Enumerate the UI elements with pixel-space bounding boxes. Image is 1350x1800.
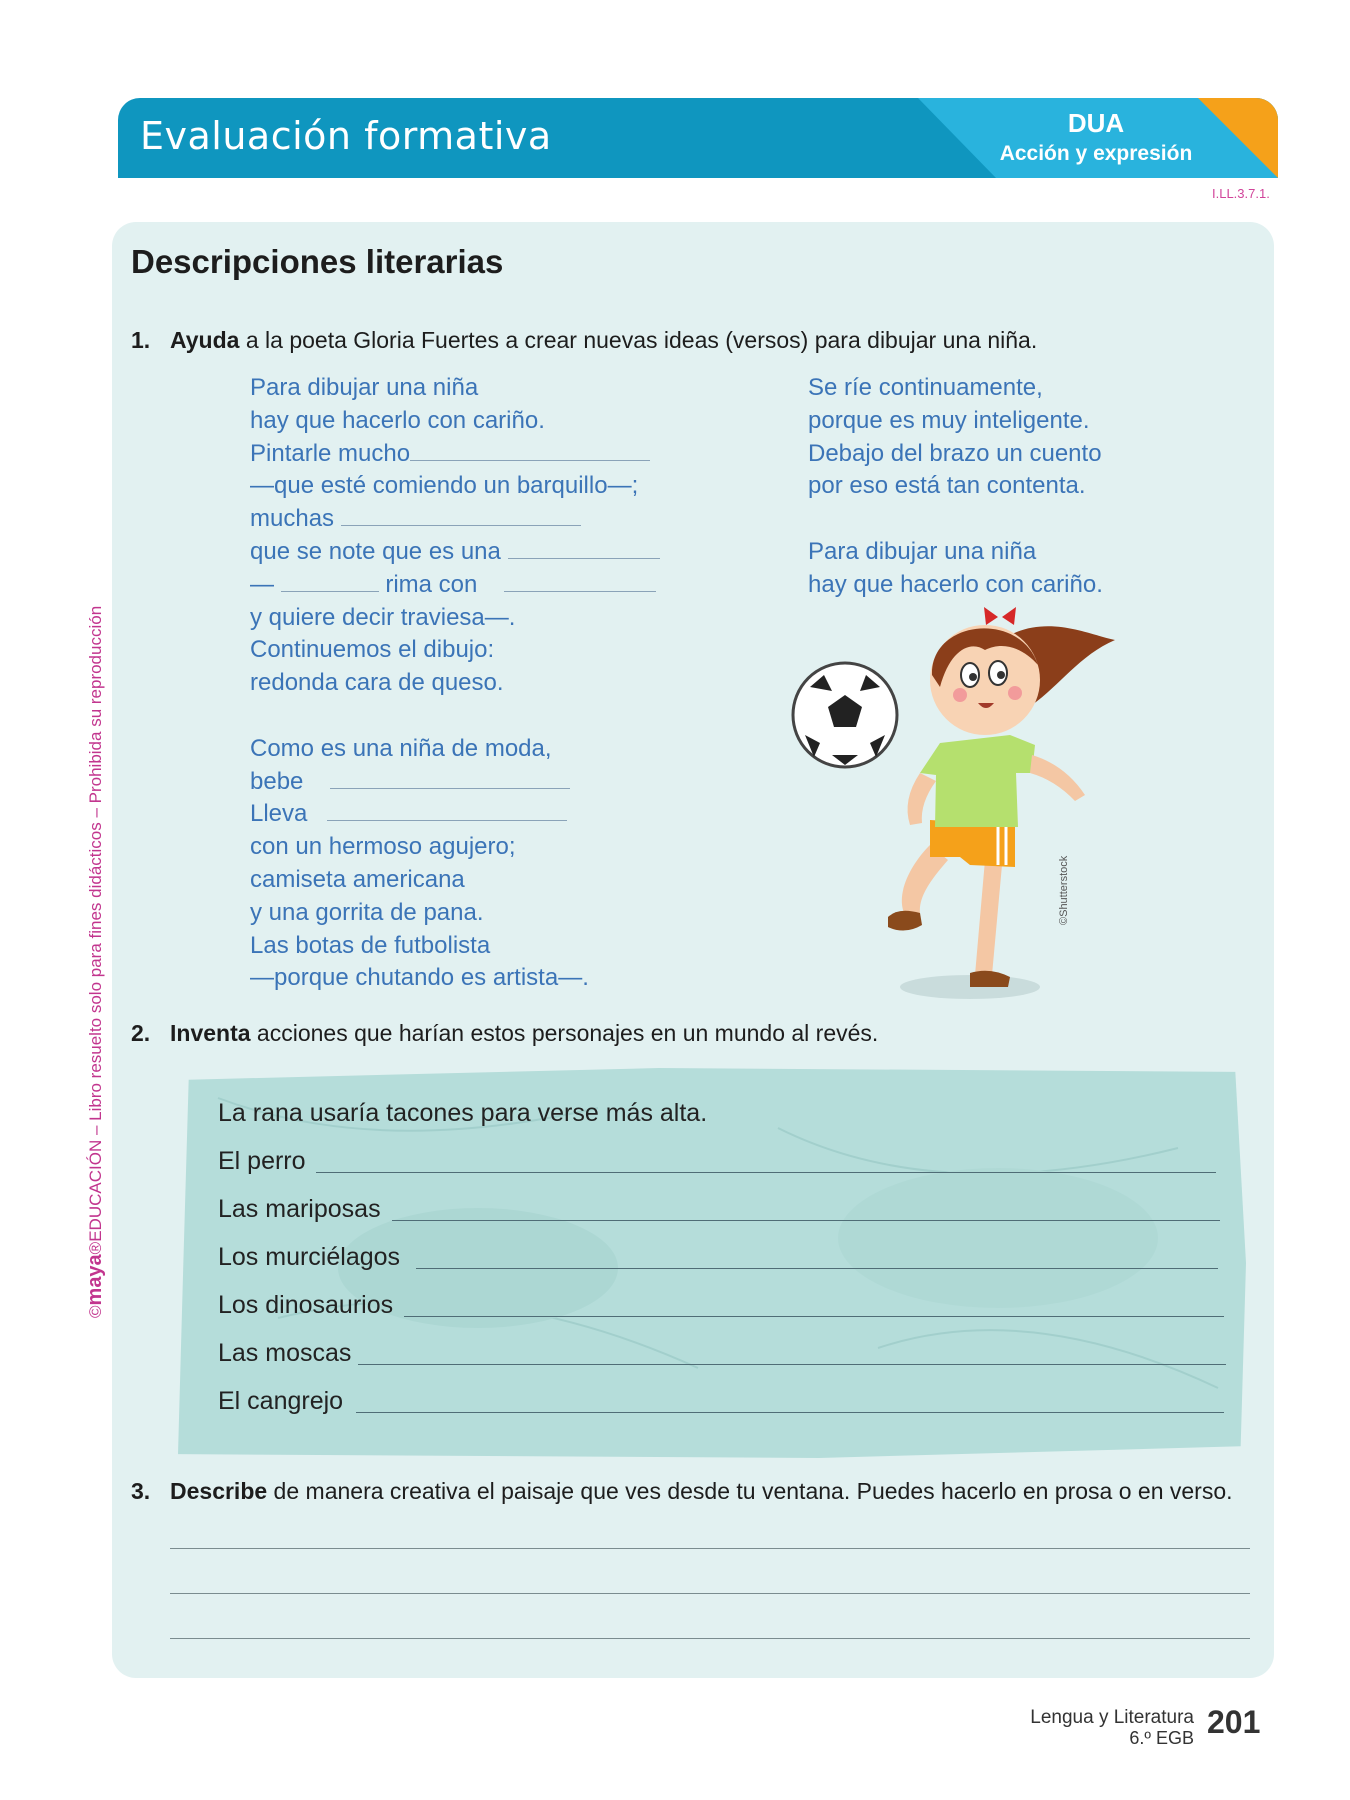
answer-line[interactable]: [392, 1220, 1220, 1221]
question-text: acciones que harían estos personajes en un mundo al revés.: [250, 1020, 879, 1046]
writing-line[interactable]: [170, 1593, 1250, 1594]
answer-line[interactable]: [358, 1364, 1226, 1365]
prompt-dinosaurios: Los dinosaurios: [218, 1291, 394, 1319]
poem-text: bebe: [250, 767, 304, 795]
blank-field[interactable]: [508, 536, 660, 559]
poem-line: —que esté comiendo un barquillo—;: [250, 472, 639, 500]
poem-left: [250, 372, 660, 995]
prompt-perro: El perro: [218, 1147, 306, 1175]
poem-line: [250, 798, 660, 831]
leg-right: [975, 860, 1002, 975]
question-1: [131, 327, 1037, 354]
question-text: a la poeta Gloria Fuertes a crear nuevas ideas (versos) para dibujar una niña.: [239, 327, 1038, 353]
poem-line: y una gorrita de pana.: [250, 898, 484, 926]
poem-line: Las botas de futbolista: [250, 931, 491, 959]
hair-bow: [984, 607, 1016, 625]
poem-text: que se note que es una: [250, 537, 501, 565]
question-3: [131, 1478, 1233, 1505]
cheek-left: [953, 688, 967, 702]
curriculum-code: I.LL.3.7.1.: [1212, 186, 1270, 201]
girl-soccer-illustration: [770, 595, 1130, 1005]
shoe-left: [888, 911, 922, 931]
blank-field[interactable]: [281, 569, 379, 592]
image-credit: ©Shutterstock: [1058, 855, 1070, 925]
prompt-cangrejo: El cangrejo: [218, 1387, 344, 1415]
side-brand: maya: [84, 1254, 106, 1306]
question-number: 2.: [131, 1020, 151, 1046]
poem-text: rima con: [385, 570, 478, 598]
prompt-moscas: Las moscas: [218, 1339, 352, 1367]
arm-left: [908, 773, 936, 825]
example-answer: La rana usaría tacones para verse más alta.: [218, 1099, 708, 1127]
poem-line: camiseta americana: [250, 865, 465, 893]
blank-field[interactable]: [504, 569, 656, 592]
pupil-right: [997, 671, 1005, 679]
poem-line: Como es una niña de moda,: [250, 734, 552, 762]
poem-line: y quiere decir traviesa—.: [250, 603, 516, 631]
poem-line: [250, 766, 660, 799]
section-title: Descripciones literarias: [131, 243, 504, 280]
answer-line[interactable]: [404, 1316, 1224, 1317]
question-2: [131, 1020, 878, 1047]
writing-line[interactable]: [170, 1548, 1250, 1549]
question-number: 3.: [131, 1478, 151, 1504]
poem-text: muchas: [250, 505, 335, 533]
prompt-murcielagos: Los murciélagos: [218, 1243, 401, 1271]
poem-line: porque es muy inteligente.: [808, 406, 1090, 434]
side-copyright: ©maya®EDUCACIÓN – Libro resuelto solo para fines didácticos – Prohibida su reproducción: [84, 605, 106, 1318]
poem-right: [808, 372, 1103, 602]
answer-line[interactable]: [416, 1268, 1218, 1269]
question-verb: Ayuda: [170, 327, 240, 353]
footer-subject: Lengua y Literatura: [1030, 1707, 1194, 1728]
dua-title: DUA: [1067, 108, 1125, 138]
side-copyright-text: EDUCACIÓN – Libro resuelto solo para fines didácticos – Prohibida su reproducción: [86, 605, 105, 1242]
poem-line: Para dibujar una niña: [250, 374, 479, 401]
dua-subtitle: Acción y expresión: [999, 142, 1193, 165]
blank-field[interactable]: [341, 503, 581, 526]
poem-line: —porque chutando es artista—.: [250, 964, 589, 992]
header-band: [118, 98, 1278, 178]
poem-line: [250, 503, 660, 536]
footer-grade: 6.º EGB: [1129, 1728, 1194, 1748]
poem-line: con un hermoso agujero;: [250, 833, 516, 861]
poem-line: [250, 536, 660, 569]
header-title: Evaluación formativa: [140, 114, 552, 158]
question-number: 1.: [131, 327, 151, 353]
poem-text: Pintarle mucho: [250, 439, 411, 467]
blank-field[interactable]: [330, 766, 570, 789]
writing-line[interactable]: [170, 1638, 1250, 1639]
blank-field[interactable]: [327, 798, 567, 821]
blank-field[interactable]: [410, 438, 650, 461]
poem-line: hay que hacerlo con cariño.: [250, 406, 545, 434]
arm-right: [1030, 755, 1085, 801]
poem-line: por eso está tan contenta.: [808, 472, 1086, 500]
cheek-right: [1008, 686, 1022, 700]
poem-line: [250, 438, 660, 471]
poem-line: hay que hacerlo con cariño.: [808, 570, 1103, 598]
poem-line: redonda cara de queso.: [250, 669, 504, 697]
question-text: de manera creativa el paisaje que ves desde tu ventana. Puedes hacerlo en prosa o en verso.: [267, 1478, 1233, 1504]
question-verb: Describe: [170, 1478, 268, 1504]
poem-line: Continuemos el dibujo:: [250, 636, 495, 664]
answer-line[interactable]: [356, 1412, 1224, 1413]
answer-line[interactable]: [316, 1172, 1216, 1173]
question-verb: Inventa: [170, 1020, 251, 1046]
prompt-mariposas: Las mariposas: [218, 1195, 381, 1223]
poem-line: [250, 569, 660, 602]
t-shirt: [920, 735, 1035, 827]
pupil-left: [969, 673, 977, 681]
page-number: 201: [1207, 1704, 1261, 1740]
poem-text: Lleva: [250, 800, 308, 828]
poem-line: Se ríe continuamente,: [808, 374, 1043, 401]
poem-line: Debajo del brazo un cuento: [808, 439, 1102, 467]
poem-line: Para dibujar una niña: [808, 537, 1037, 565]
shoe-right: [970, 971, 1010, 987]
poem-text: —: [250, 570, 274, 598]
